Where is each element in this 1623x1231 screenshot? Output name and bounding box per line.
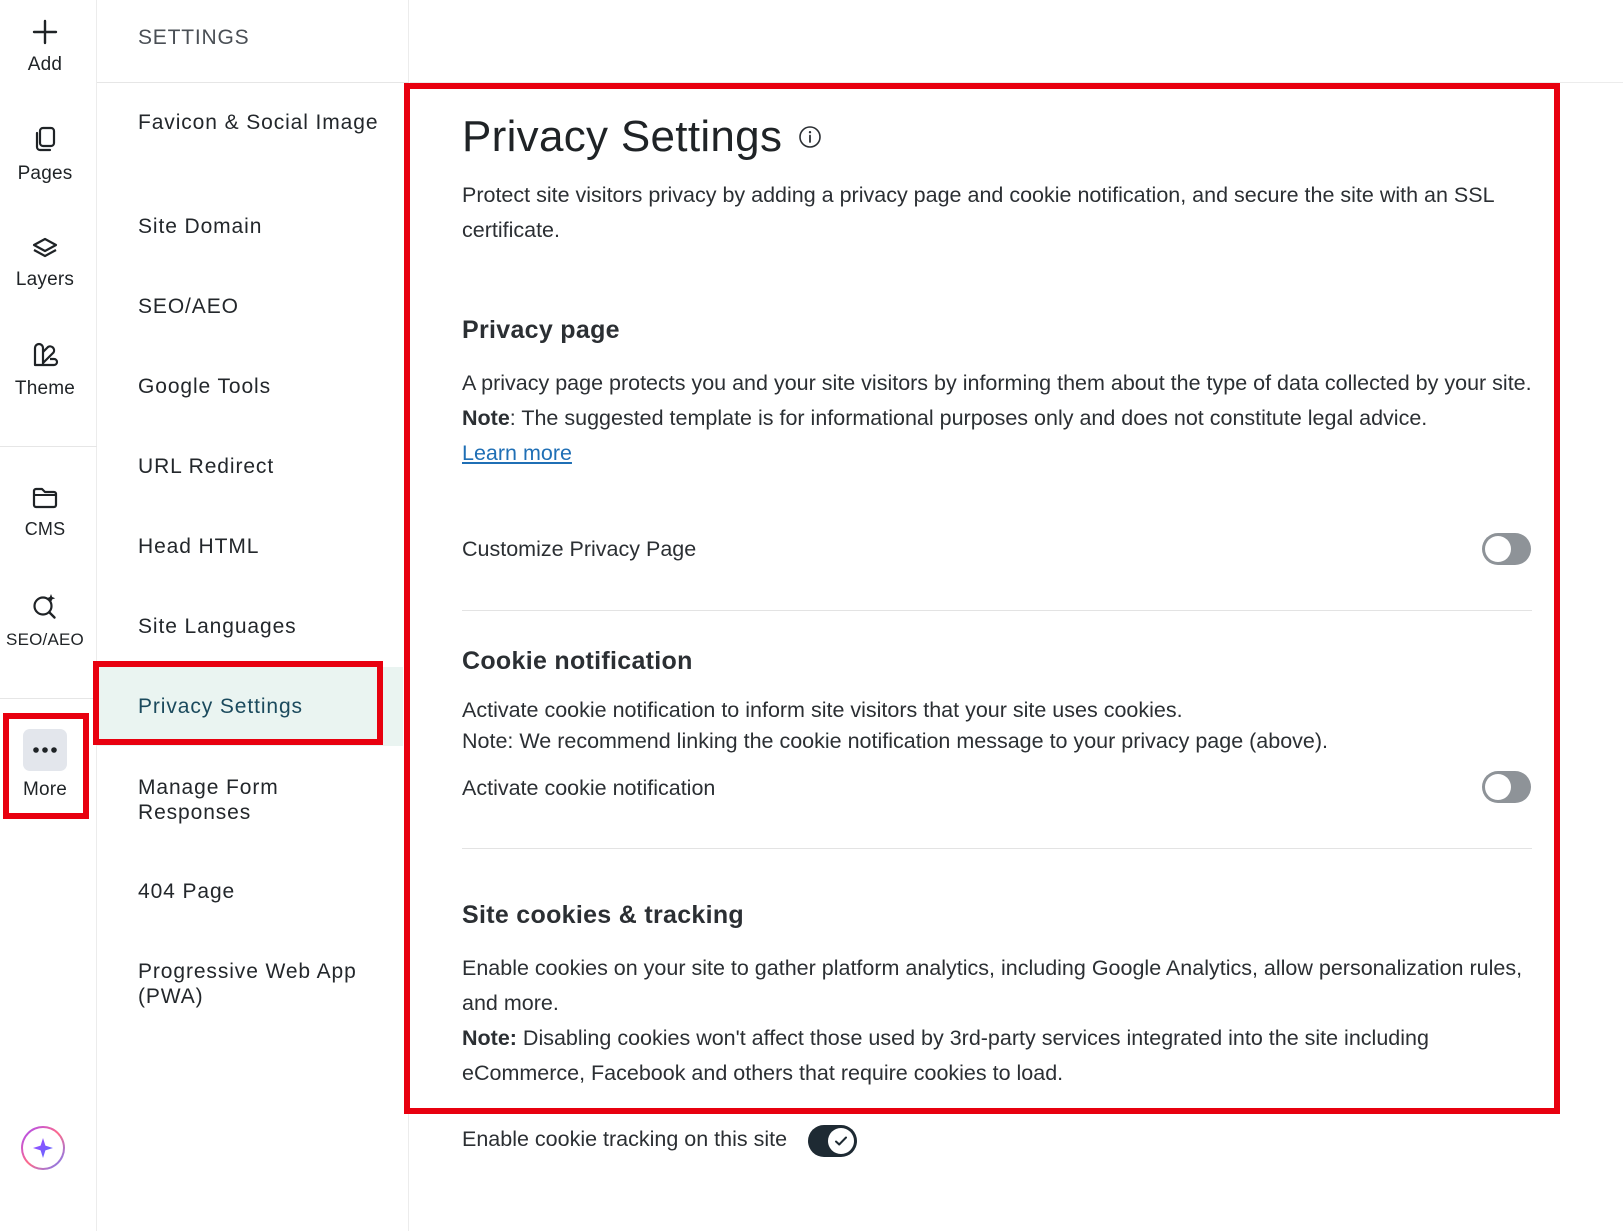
privacy-note-text: : The suggested template is for informational purposes only and does not constitute legal advice. <box>509 406 1428 430</box>
rail-add-button[interactable] <box>0 18 90 76</box>
rail-divider <box>0 698 97 699</box>
left-rail <box>0 0 97 1231</box>
rail-divider <box>0 446 97 447</box>
nav-item-url-redirect[interactable]: URL Redirect <box>138 455 275 478</box>
privacy-page-heading: Privacy page <box>462 316 620 344</box>
page-intro: Protect site visitors privacy by adding a privacy page and cookie notification, and secure the site with an SSL certificate. <box>462 183 1494 242</box>
ai-sparkle-icon <box>32 1137 54 1159</box>
more-highlight-box <box>3 713 89 819</box>
rail-layers-button[interactable] <box>0 235 90 291</box>
settings-nav <box>97 0 409 1231</box>
rail-layers-label: Layers <box>15 269 75 290</box>
cookie-tracking-toggle[interactable] <box>808 1125 857 1157</box>
cookie-tracking-label: Enable cookie tracking on this site <box>462 1127 788 1151</box>
privacy-note-label: Note <box>462 406 510 430</box>
privacy-page-body: A privacy page protects you and your site visitors by informing them about the type of data collected by your site. <box>462 371 1532 395</box>
rail-add-label: Add <box>27 54 63 75</box>
checkmark-icon <box>834 1135 848 1147</box>
nav-item-favicon-social-image[interactable]: Favicon & Social Image <box>138 111 379 134</box>
learn-more-link[interactable]: Learn more <box>462 441 572 465</box>
theme-icon <box>30 340 60 370</box>
rail-pages-button[interactable] <box>0 125 90 185</box>
nav-item-seo-aeo[interactable]: SEO/AEO <box>138 295 239 318</box>
nav-item-google-tools[interactable]: Google Tools <box>138 375 271 398</box>
site-cookies-note-label: Note: <box>462 1026 517 1050</box>
rail-theme-button[interactable] <box>0 340 90 400</box>
rail-seo-button[interactable] <box>0 592 90 650</box>
settings-nav-header <box>97 0 409 83</box>
nav-item-404-page[interactable]: 404 Page <box>138 880 236 903</box>
customize-privacy-label: Customize Privacy Page <box>462 537 697 561</box>
site-cookies-note-text: Disabling cookies won't affect those used by 3rd-party services integrated into the site including eCommerce, Facebook and others that require cookies to load. <box>462 1026 1429 1085</box>
cookie-notification-note: Note: We recommend linking the cookie notification message to your privacy page (above). <box>462 729 1329 753</box>
layers-icon <box>30 235 60 261</box>
site-cookies-body: Enable cookies on your site to gather platform analytics, including Google Analytics, allow personalization rules, and more. <box>462 956 1523 1015</box>
privacy-content-highlight-box <box>404 83 1560 1114</box>
page-title-text: Privacy Settings <box>462 112 783 161</box>
rail-cms-button[interactable] <box>0 485 90 540</box>
ai-assistant-button[interactable] <box>21 1126 65 1170</box>
nav-item-site-languages[interactable]: Site Languages <box>138 615 297 638</box>
nav-item-pwa[interactable]: Progressive Web App (PWA) <box>138 960 357 1008</box>
cookie-notification-body: Activate cookie notification to inform site visitors that your site uses cookies. <box>462 698 1183 722</box>
seo-search-icon <box>30 592 60 622</box>
rail-theme-label: Theme <box>14 378 76 399</box>
pages-icon <box>31 125 59 155</box>
rail-more-label: More <box>22 779 68 800</box>
rail-seo-label: SEO/AEO <box>6 630 84 649</box>
rail-pages-label: Pages <box>17 163 73 184</box>
rail-cms-label: CMS <box>24 519 66 539</box>
plus-icon <box>31 18 59 46</box>
activate-cookie-label: Activate cookie notification <box>462 776 716 800</box>
nav-item-head-html[interactable]: Head HTML <box>138 535 260 558</box>
nav-item-manage-form-responses[interactable]: Manage Form Responses <box>138 776 279 824</box>
settings-title: SETTINGS <box>138 26 250 49</box>
toggle-knob <box>828 1128 854 1154</box>
cookie-notification-heading: Cookie notification <box>462 647 693 675</box>
nav-item-site-domain[interactable]: Site Domain <box>138 215 263 238</box>
folder-icon <box>30 485 60 511</box>
nav-item-privacy-settings[interactable]: Privacy Settings <box>97 667 403 746</box>
privacy-settings-highlight-box <box>93 661 383 745</box>
site-cookies-heading: Site cookies & tracking <box>462 901 744 929</box>
